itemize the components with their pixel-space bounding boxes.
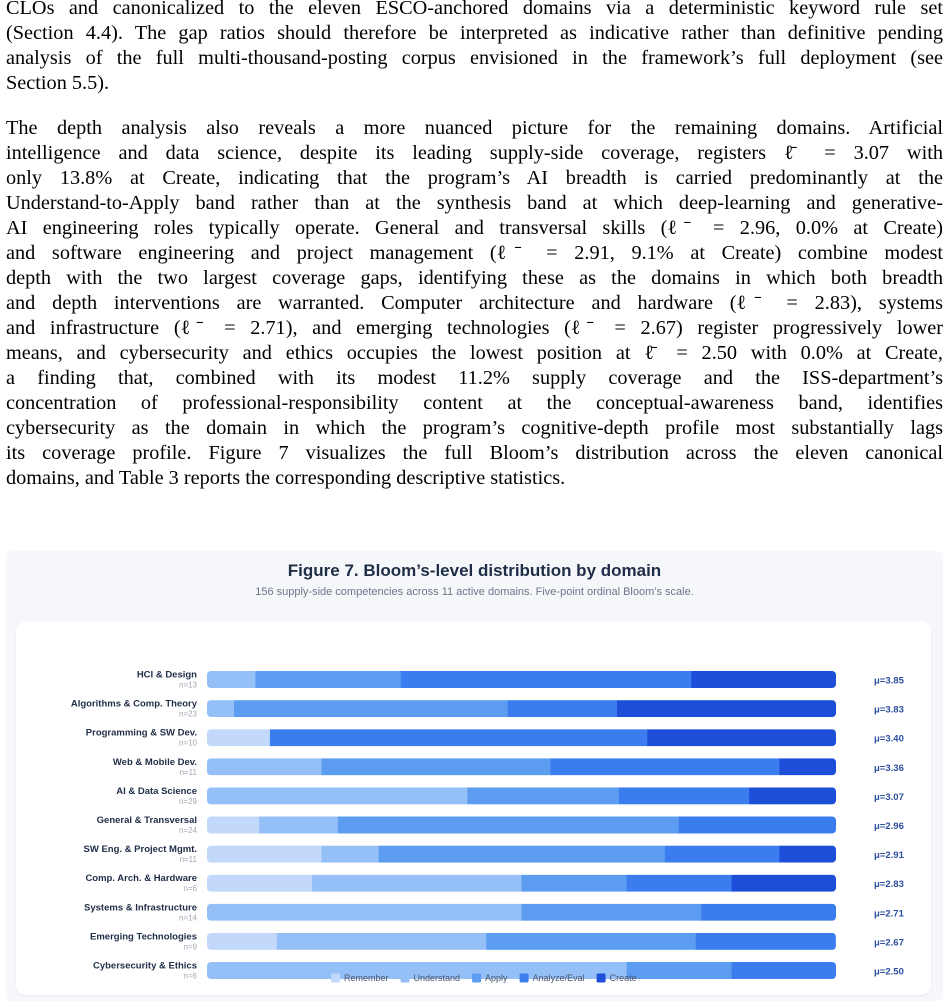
sample-size-label: n=9 (183, 942, 197, 952)
text-line: CLOs and canonicalized to the eleven ESCO-anchored domains via a deterministic keyword rule set (6, 0, 943, 19)
legend-swatch (520, 974, 529, 983)
legend-swatch (401, 974, 410, 983)
bar-segment-analyze-eval (619, 787, 750, 804)
bar-segment-apply (234, 700, 508, 717)
bar-stack (207, 787, 837, 804)
legend-label: Apply (485, 973, 508, 983)
text-line: and depth interventions are warranted. Computer architecture and hardware (ℓ̄ = 2.83), systems (6, 292, 943, 314)
bar-segment-analyze-eval (701, 904, 836, 921)
legend-label: Analyze/Eval (532, 973, 585, 983)
text-line: intelligence and data science, despite its leading supply-side coverage, registers ℓ̄ = 3.07 with (6, 142, 943, 164)
bar-stack (207, 671, 837, 688)
text-line: AI engineering roles typically operate. General and transversal skills (ℓ̄ = 2.96, 0.0% at Create) (6, 217, 943, 239)
sample-size-label: n=23 (178, 709, 197, 719)
bar-segment-remember (207, 817, 260, 834)
bar-stack (207, 846, 837, 863)
bar-stack (207, 817, 837, 834)
bar-segment-remember (207, 933, 277, 950)
bar-segment-analyze-eval (732, 962, 838, 979)
mean-label: μ=2.71 (874, 908, 904, 920)
bar-segment-create (617, 700, 836, 717)
paragraph-2 (6, 116, 943, 491)
text-line: cybersecurity as the domain in which the program’s cognitive-depth profile most substantially lags (6, 417, 943, 439)
mean-label: μ=3.07 (874, 791, 904, 803)
bar-stack (207, 729, 837, 746)
legend-label: Create (609, 973, 637, 983)
paragraph-1 (6, 0, 943, 96)
bar-segment-create (779, 758, 837, 775)
mean-label: μ=3.83 (874, 704, 904, 716)
bar-segment-understand (207, 787, 468, 804)
text-line: analysis of the full multi-thousand-posting corpus envisioned in the framework’s full deployment (see (6, 47, 943, 69)
bar-stack (207, 933, 836, 950)
bar-segment-understand (259, 817, 338, 834)
mean-label: μ=3.36 (874, 762, 904, 774)
bar-stack (207, 758, 837, 775)
category-label: Cybersecurity & Ethics (92, 960, 197, 972)
mean-label: μ=2.50 (874, 966, 904, 978)
legend-swatch (472, 974, 481, 983)
bar-segment-apply (467, 787, 619, 804)
bar-segment-apply (255, 671, 401, 688)
text-line: concentration of professional-responsibility content at the conceptual-awareness band, identifies (6, 392, 943, 414)
category-label: Web & Mobile Dev. (112, 756, 197, 768)
bar-segment-analyze-eval (696, 933, 836, 950)
bar-segment-apply (522, 875, 628, 892)
bar-segment-understand (277, 933, 487, 950)
figure-7 (6, 551, 943, 1001)
sample-size-label: n=6 (183, 884, 197, 894)
mean-label: μ=2.83 (874, 879, 904, 891)
bar-segment-analyze-eval (401, 671, 692, 688)
text-line: (Section 4.4). The gap ratios should therefore be interpreted as indicative rather than definitive pending (6, 22, 943, 44)
bar-segment-create (732, 875, 838, 892)
bar-segment-apply (321, 758, 550, 775)
legend-swatch (597, 974, 606, 983)
bar-segment-understand (207, 700, 235, 717)
text-line: domains, and Table 3 reports the corresponding descriptive statistics. (6, 467, 566, 489)
legend-label: Remember (344, 973, 389, 983)
mean-label: μ=2.96 (874, 821, 904, 832)
text-line: The depth analysis also reveals a more nuanced picture for the remaining domains. Artificial (6, 117, 943, 139)
sample-size-label: n=10 (178, 738, 197, 748)
bar-segment-remember (207, 875, 313, 892)
bar-segment-analyze-eval (627, 875, 733, 892)
category-label: Emerging Technologies (90, 931, 197, 943)
mean-label: μ=3.85 (874, 675, 904, 687)
bar-segment-understand (207, 904, 522, 921)
category-label: SW Eng. & Project Mgmt. (83, 844, 197, 856)
text-line: means, and cybersecurity and ethics occupies the lowest position at ℓ̄ = 2.50 with 0.0% at Create, (6, 342, 943, 364)
stacked-bar-chart (16, 621, 931, 995)
bar-segment-understand (207, 671, 256, 688)
bar-segment-analyze-eval (679, 817, 837, 834)
sample-size-label: n=11 (179, 855, 197, 865)
bar-segment-create (779, 846, 837, 863)
text-line: and software engineering and project management (ℓ̄ = 2.91, 9.1% at Create) combine modest (6, 242, 943, 264)
bar-segment-create (691, 671, 837, 688)
bar-segment-understand (321, 846, 379, 863)
text-line: only 13.8% at Create, indicating that the program’s AI breadth is carried predominantly at the (6, 167, 943, 189)
legend-swatch (331, 974, 340, 983)
bar-segment-understand (207, 758, 322, 775)
bar-segment-analyze-eval (508, 700, 618, 717)
mean-label: μ=2.91 (874, 850, 904, 862)
sample-size-label: n=29 (178, 796, 197, 806)
category-label: Systems & Infrastructure (84, 902, 197, 914)
category-label: Algorithms & Comp. Theory (70, 698, 197, 710)
category-label: HCI & Design (136, 669, 197, 681)
sample-size-label: n=11 (179, 767, 197, 777)
category-label: General & Transversal (96, 815, 197, 826)
bar-segment-create (749, 787, 836, 804)
bar-stack (207, 904, 837, 921)
text-line: depth with the two largest coverage gaps, identifying these as the domains in which both breadth (6, 267, 943, 289)
sample-size-label: n=13 (178, 680, 197, 690)
bar-stack (207, 700, 837, 717)
figure-subtitle: 156 supply-side competencies across 11 active domains. Five-point ordinal Bloom’s scale. (255, 586, 694, 598)
text-line: a finding that, combined with its modest 11.2% supply coverage and the ISS-department’s (6, 367, 943, 389)
bar-segment-apply (338, 817, 679, 834)
text-line: Section 5.5). (6, 72, 110, 94)
sample-size-label: n=14 (178, 913, 197, 923)
mean-label: μ=3.40 (874, 733, 904, 745)
category-label: Comp. Arch. & Hardware (85, 873, 197, 885)
text-line: and infrastructure (ℓ̄ = 2.71), and emerging technologies (ℓ̄ = 2.67) register progressively lower (6, 317, 943, 339)
category-label: AI & Data Science (116, 785, 197, 797)
chart-card (16, 621, 931, 995)
bar-segment-remember (207, 729, 270, 746)
bar-segment-create (647, 729, 836, 746)
bar-segment-analyze-eval (665, 846, 780, 863)
sample-size-label: n=6 (183, 971, 197, 981)
legend-label: Understand (413, 973, 461, 983)
category-label: Programming & SW Dev. (85, 727, 197, 739)
sample-size-label: n=24 (178, 826, 197, 835)
bar-stack (207, 875, 837, 892)
figure-title: Figure 7. Bloom’s-level distribution by domain (287, 561, 662, 580)
bar-segment-analyze-eval (550, 758, 779, 775)
bar-segment-apply (627, 962, 733, 979)
bar-segment-analyze-eval (270, 729, 648, 746)
bar-segment-understand (312, 875, 522, 892)
bar-segment-apply (522, 904, 702, 921)
text-line: Understand-to-Apply band rather than at the synthesis band at which deep-learning and generative- (6, 192, 943, 214)
bar-segment-remember (207, 846, 322, 863)
text-line: its coverage profile. Figure 7 visualizes the full Bloom’s distribution across the eleven canonical (6, 442, 943, 464)
mean-label: μ=2.67 (874, 937, 904, 949)
bar-segment-apply (486, 933, 696, 950)
bar-segment-apply (379, 846, 666, 863)
